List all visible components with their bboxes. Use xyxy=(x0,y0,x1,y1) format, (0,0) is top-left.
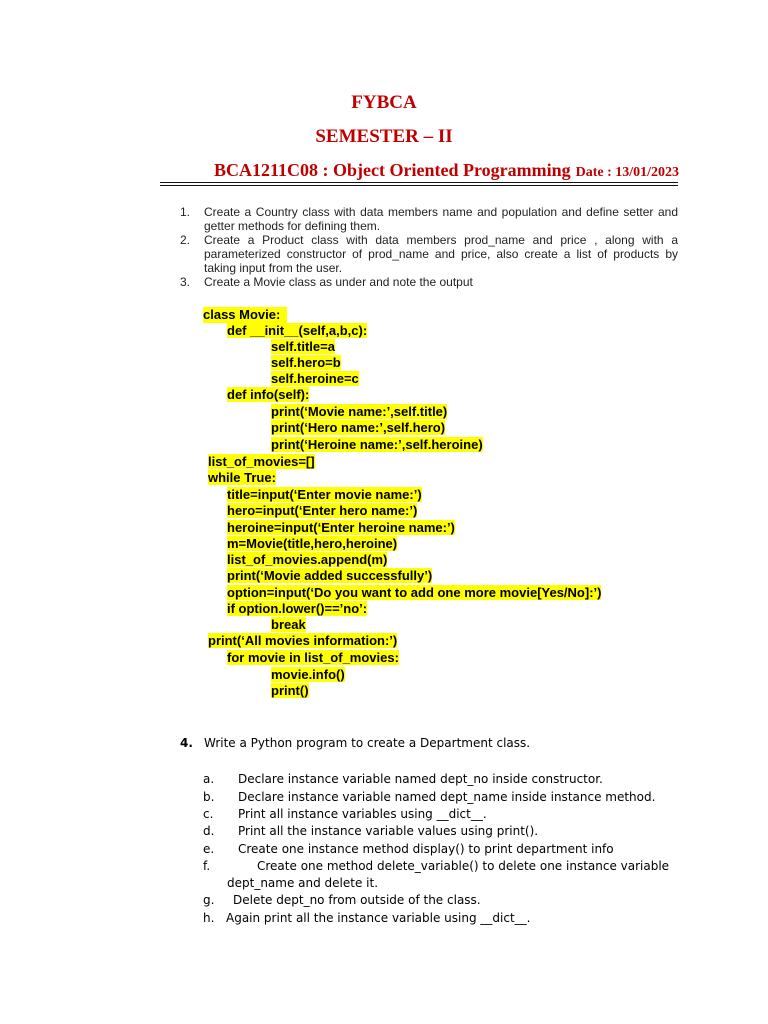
subitem-text: Delete dept_no from outside of the class. xyxy=(233,893,481,907)
subitem-label: c. xyxy=(203,807,214,821)
code-line xyxy=(227,585,601,601)
code-text: while True: xyxy=(208,470,276,485)
code-line xyxy=(203,339,335,355)
code-line xyxy=(227,617,306,633)
code-text: hero=input(‘Enter hero name:’) xyxy=(227,503,418,518)
code-text: print(‘Movie name:’,self.title) xyxy=(271,404,448,419)
code-text: print(‘Movie added successfully’) xyxy=(227,568,433,583)
subitem-label: h. xyxy=(203,911,215,925)
code-line xyxy=(91,454,315,470)
code-text: m=Movie(title,hero,heroine) xyxy=(227,536,398,551)
code-text: option=input(‘Do you want to add one more movie[Yes/No]:’) xyxy=(227,585,602,600)
code-line xyxy=(227,552,387,568)
subitem-text: Again print all the instance variable using __dict__. xyxy=(226,911,531,925)
code-line xyxy=(227,601,367,617)
code-line xyxy=(203,371,359,387)
code-line xyxy=(227,650,399,666)
code-text: self.title=a xyxy=(271,339,335,354)
program-heading: FYBCA xyxy=(351,92,417,113)
code-line xyxy=(227,420,445,436)
question-text: Create a Movie class as under and note the output xyxy=(204,275,473,289)
code-line: class Movie: xyxy=(203,307,287,323)
code-line xyxy=(227,667,345,683)
code-line xyxy=(203,323,367,339)
header-rule-bottom xyxy=(160,185,678,186)
subitem-text: Print all instance variables using __dict__. xyxy=(238,807,487,821)
subject-heading xyxy=(214,160,684,181)
code-line xyxy=(180,470,276,486)
subitem-label: b. xyxy=(203,790,215,804)
question-number: 4. xyxy=(180,736,193,750)
question-text: Create a Country class with data members name and population and define setter and getter methods for defining them. xyxy=(204,205,678,233)
code-text: print() xyxy=(271,683,309,698)
code-text: for movie in list_of_movies: xyxy=(227,650,399,665)
code-text: print(‘All movies information:’) xyxy=(208,633,398,648)
code-text: print(‘Heroine name:’,self.heroine) xyxy=(271,437,483,452)
code-line xyxy=(227,568,432,584)
subitem-text: Declare instance variable named dept_no inside constructor. xyxy=(238,772,603,786)
code-line xyxy=(180,633,397,649)
code-text: list_of_movies.append(m) xyxy=(227,552,388,567)
subject-title: BCA1211C08 : Object Oriented Programming xyxy=(214,160,571,180)
subitem-text: Print all the instance variable values using print(). xyxy=(238,824,539,838)
code-text: if option.lower()==’no’: xyxy=(227,601,368,616)
question-number: 2. xyxy=(180,233,191,247)
code-text: def __init__(self,a,b,c): xyxy=(227,323,368,338)
question-number: 1. xyxy=(180,205,191,219)
subitem-label: a. xyxy=(203,772,215,786)
code-text: print(‘Hero name:’,self.hero) xyxy=(271,420,446,435)
subitem-text: dept_name and delete it. xyxy=(227,876,379,890)
code-line xyxy=(227,683,309,699)
subitem-text: Create one method delete_variable() to delete one instance variable xyxy=(257,859,670,873)
code-line xyxy=(203,355,341,371)
code-text: self.hero=b xyxy=(271,355,341,370)
code-text: def info(self): xyxy=(227,387,310,402)
subitem-label: e. xyxy=(203,842,215,856)
code-text: list_of_movies=[] xyxy=(208,454,315,469)
code-line xyxy=(227,536,397,552)
code-line xyxy=(227,404,447,420)
question-text: Create a Product class with data members prod_name and price , along with a parameterized constructor of prod_name and price, also create a list of products by taking input from the user. xyxy=(204,233,678,275)
code-text: heroine=input(‘Enter heroine name:’) xyxy=(227,520,455,535)
subitem-label: g. xyxy=(203,893,215,907)
code-text: title=input(‘Enter movie name:’) xyxy=(227,487,422,502)
code-text: self.heroine=c xyxy=(271,371,359,386)
subitem-label: d. xyxy=(203,824,215,838)
header-rule-top xyxy=(160,182,678,183)
code-text: movie.info() xyxy=(271,667,345,682)
code-line xyxy=(227,487,422,503)
code-line xyxy=(227,503,417,519)
subitem-text: Create one instance method display() to print department info xyxy=(238,842,614,856)
question-number: 3. xyxy=(180,275,191,289)
code-line xyxy=(227,387,309,403)
exam-date: Date : 13/01/2023 xyxy=(575,165,680,180)
code-text: break xyxy=(271,617,306,632)
code-line xyxy=(227,520,455,536)
subitem-text: Declare instance variable named dept_name inside instance method. xyxy=(238,790,656,804)
question-4 xyxy=(180,736,530,750)
subitem-label: f. xyxy=(203,859,211,873)
semester-heading: SEMESTER – II xyxy=(315,126,453,147)
code-line xyxy=(227,437,483,453)
question-text: Write a Python program to create a Department class. xyxy=(204,736,531,750)
